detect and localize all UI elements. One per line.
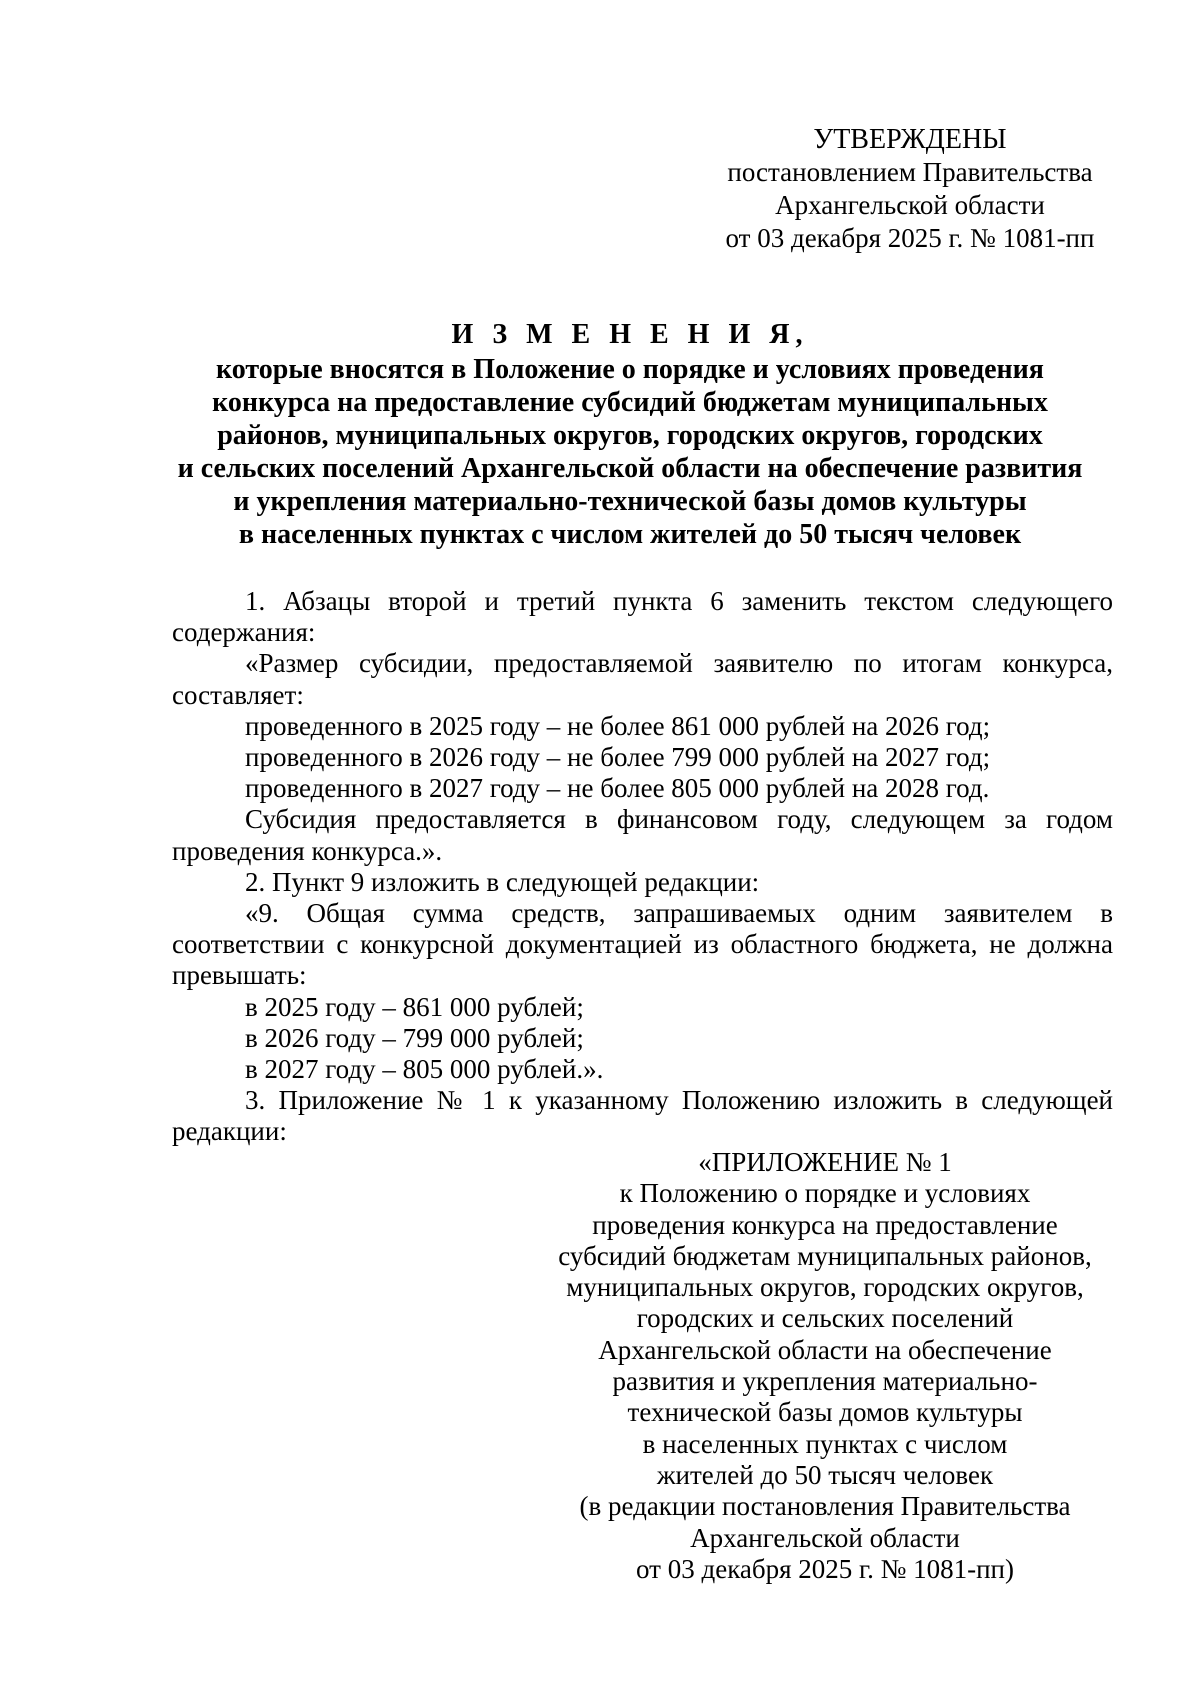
approval-block [715, 123, 1105, 255]
appendix-line: городских и сельских поселений [636, 1303, 1014, 1334]
body-paragraph: 1. Абзацы второй и третий пункта 6 заменить текстом следующего содержания: [172, 586, 1113, 648]
appendix-line: муниципальных округов, городских округов, [566, 1272, 1084, 1303]
body-paragraph: проведенного в 2027 году – не более 805 000 рублей на 2028 год. [245, 773, 990, 804]
body-paragraph: проведенного в 2026 году – не более 799 000 рублей на 2027 год; [245, 742, 991, 773]
appendix-header [520, 1147, 1130, 1585]
heading-line: которые вносятся в Положение о порядке и условиях проведения [216, 354, 1044, 385]
appendix-line: (в редакции постановления Правительства [579, 1491, 1071, 1522]
approval-line: постановлением Правительства [727, 157, 1093, 187]
heading-line: в населенных пунктах с числом жителей до 50 тысяч человек [238, 519, 1022, 550]
body-paragraph: проведенного в 2025 году – не более 861 000 рублей на 2026 год; [245, 710, 991, 741]
appendix-line: Архангельской области [690, 1522, 960, 1553]
approval-line: от 03 декабря 2025 г. № 1081-пп [725, 223, 1095, 253]
appendix-line: субсидий бюджетам муниципальных районов, [558, 1240, 1092, 1271]
heading-line: и сельских поселений Архангельской области на обеспечение развития [177, 453, 1083, 484]
document-body [172, 586, 1113, 1148]
heading-title: И З М Е Н Е Н И Я, [451, 319, 809, 350]
body-paragraph: «Размер субсидии, предоставляемой заявителю по итогам конкурса, составляет: [172, 648, 1113, 710]
body-paragraph: в 2027 году – 805 000 рублей.». [245, 1054, 604, 1085]
body-paragraph: «9. Общая сумма средств, запрашиваемых одним заявителем в соответствии с конкурсной документацией из областного бюджета, не должна превышать: [172, 898, 1113, 991]
approval-line: Архангельской области [775, 190, 1045, 220]
appendix-line: жителей до 50 тысяч человек [656, 1459, 994, 1490]
appendix-line: от 03 декабря 2025 г. № 1081-пп) [636, 1553, 1014, 1584]
body-paragraph: в 2026 году – 799 000 рублей; [245, 1022, 584, 1053]
heading-line: конкурса на предоставление субсидий бюджетам муниципальных [212, 387, 1048, 418]
document-heading [140, 318, 1120, 551]
appendix-line: технической базы домов культуры [627, 1397, 1023, 1428]
heading-line: районов, муниципальных округов, городских округов, городских [217, 420, 1043, 451]
body-paragraph: 3. Приложение № 1 к указанному Положению изложить в следующей редакции: [172, 1085, 1113, 1147]
appendix-line: к Положению о порядке и условиях [619, 1178, 1031, 1209]
body-paragraph: в 2025 году – 861 000 рублей; [245, 991, 584, 1022]
body-paragraph: Субсидия предоставляется в финансовом году, следующем за годом проведения конкурса.». [172, 804, 1113, 866]
body-paragraph: 2. Пункт 9 изложить в следующей редакции: [245, 866, 760, 897]
appendix-line: проведения конкурса на предоставление [592, 1209, 1058, 1240]
approval-title: УТВЕРЖДЕНЫ [813, 124, 1007, 155]
appendix-line: «ПРИЛОЖЕНИЕ № 1 [698, 1147, 952, 1177]
heading-line: и укрепления материально-технической базы домов культуры [233, 486, 1027, 517]
appendix-line: в населенных пунктах с числом [642, 1428, 1008, 1459]
appendix-line: Архангельской области на обеспечение [598, 1334, 1052, 1365]
appendix-line: развития и укрепления материально- [612, 1366, 1038, 1397]
